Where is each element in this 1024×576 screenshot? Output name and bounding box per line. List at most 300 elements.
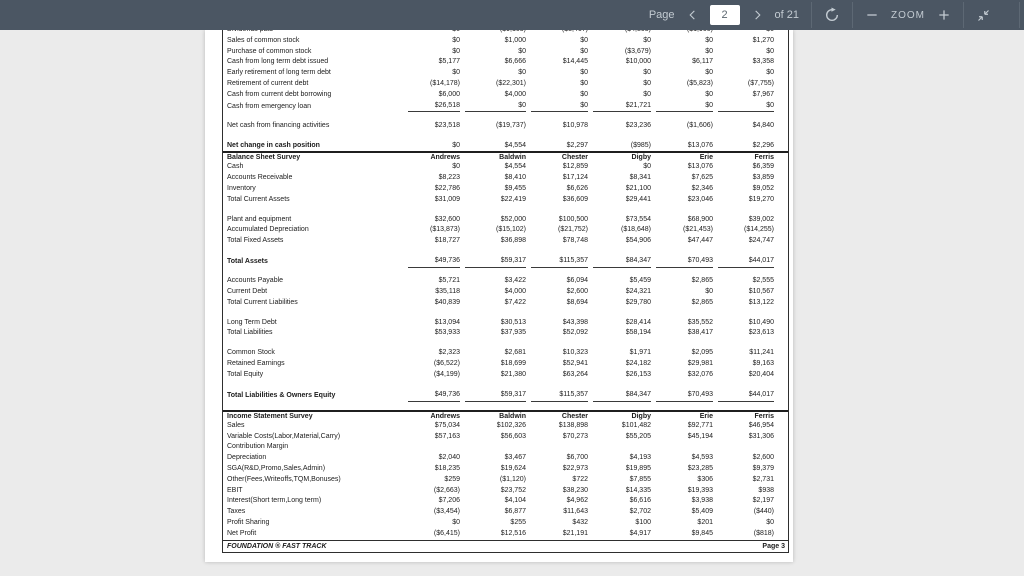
cell-value: $28,414	[625, 318, 651, 326]
cell-value: $3,467	[504, 454, 526, 462]
cell-value: $55,205	[625, 432, 651, 440]
cell-value: $23,752	[500, 486, 526, 494]
row-label: Inventory	[227, 184, 256, 192]
column-header: Andrews	[430, 413, 460, 420]
cell-value: $0	[452, 69, 460, 77]
cell-value: $0	[643, 36, 651, 44]
row-label: Interest(Short term,Long term)	[227, 497, 322, 505]
cell-value: $0	[705, 69, 713, 77]
cell-value: $26,153	[625, 371, 651, 379]
cell-value: $29,981	[687, 360, 713, 368]
cell-value: $7,855	[629, 475, 651, 483]
cell-value: ($15,102)	[496, 226, 526, 234]
report-footer	[223, 540, 788, 553]
cell-value: $14,335	[625, 486, 651, 494]
table-row	[223, 173, 788, 184]
row-label: Current Debt	[227, 287, 268, 295]
cell-value: $58,194	[625, 329, 651, 337]
cell-value: $21,721	[593, 101, 651, 113]
cell-value: $938	[758, 486, 774, 494]
cell-value: ($6,415)	[433, 529, 460, 537]
row-label: Sales of common stock	[227, 36, 300, 44]
cell-value: $22,973	[562, 464, 588, 472]
table-row	[223, 57, 788, 68]
cell-value: $45,194	[687, 432, 713, 440]
toolbar-divider	[811, 2, 812, 28]
cell-value: $0	[705, 47, 713, 55]
cell-value: $73,554	[625, 215, 651, 223]
cell-value: $7,967	[752, 90, 774, 98]
row-label: Profit Sharing	[227, 518, 270, 526]
cell-value: $0	[580, 90, 588, 98]
cell-value: $24,321	[625, 287, 651, 295]
cell-value: ($5,823)	[686, 79, 713, 87]
cell-value: $14,445	[562, 58, 588, 66]
cell-value: $2,040	[438, 454, 460, 462]
page-number-input[interactable]	[710, 5, 740, 25]
cell-value: $5,409	[691, 508, 713, 516]
spacer-row	[223, 131, 788, 140]
cell-value: $8,223	[438, 173, 460, 181]
cell-value: $52,092	[562, 329, 588, 337]
cell-value: $4,000	[504, 90, 526, 98]
cell-value: ($19,737)	[496, 121, 526, 129]
cell-value: $0	[705, 287, 713, 295]
cell-value: $63,264	[562, 371, 588, 379]
row-label: Other(Fees,Writeoffs,TQM,Bonuses)	[227, 475, 341, 483]
row-label: Retirement of current debt	[227, 79, 309, 87]
cell-value: $11,643	[563, 508, 588, 516]
cell-value: $6,094	[566, 277, 588, 285]
cell-value: $5,459	[629, 277, 651, 285]
cell-value: ($1,120)	[499, 475, 526, 483]
cell-value: $2,681	[504, 349, 526, 357]
table-row	[223, 442, 788, 453]
cell-value: $6,616	[629, 497, 651, 505]
cell-value: $101,482	[621, 421, 651, 429]
cell-value: $7,206	[438, 497, 460, 505]
row-label: Balance Sheet Survey	[227, 154, 301, 162]
cell-value: $30,513	[500, 318, 526, 326]
cell-value: $57,163	[434, 432, 460, 440]
row-label: Total Current Assets	[227, 195, 290, 203]
column-header: Ferris	[754, 154, 774, 162]
cell-value: $3,859	[752, 173, 774, 181]
cell-value: $4,193	[629, 454, 651, 462]
row-label: Variable Costs(Labor,Material,Carry)	[227, 432, 341, 440]
row-label: Retained Earnings	[227, 360, 285, 368]
cell-value: $35,552	[687, 318, 713, 326]
cell-value: $6,000	[438, 90, 460, 98]
cell-value: $0	[580, 69, 588, 77]
table-row	[223, 215, 788, 226]
cell-value: $0	[580, 79, 588, 87]
table-row	[223, 496, 788, 507]
cell-value: $32,600	[434, 215, 460, 223]
table-row	[223, 90, 788, 101]
cell-value: $0	[766, 69, 774, 77]
cell-value: $0	[643, 163, 651, 171]
cell-value: $47,447	[687, 237, 713, 245]
cell-value: $52,000	[500, 215, 526, 223]
cell-value: $201	[697, 518, 713, 526]
cell-value: $6,359	[752, 163, 774, 171]
cell-value: $7,625	[691, 173, 713, 181]
cell-value: $29,780	[625, 298, 651, 306]
cell-value: $3,358	[752, 58, 774, 66]
cell-value: $13,122	[748, 298, 774, 306]
cell-value: $0	[705, 36, 713, 44]
table-row	[223, 359, 788, 370]
cell-value: $0	[766, 47, 774, 55]
cell-value: $0	[580, 36, 588, 44]
cell-value: $17,124	[562, 173, 588, 181]
table-row	[223, 36, 788, 47]
cell-value: $2,095	[691, 349, 713, 357]
cell-value: $59,317	[465, 390, 526, 402]
table-rows	[223, 25, 788, 540]
cell-value: $12,859	[562, 163, 588, 171]
cell-value: $0	[718, 101, 774, 113]
collapse-view-button[interactable]	[976, 8, 991, 23]
next-page-button[interactable]	[752, 8, 763, 22]
spacer-row	[223, 247, 788, 256]
cell-value: $52,941	[562, 360, 588, 368]
cell-value: $2,296	[752, 141, 774, 149]
row-label: Total Current Liabilities	[227, 298, 298, 306]
cell-value: $6,700	[566, 454, 588, 462]
row-label: Early retirement of long term debt	[227, 69, 331, 77]
table-row	[223, 298, 788, 309]
prev-page-button[interactable]	[687, 8, 698, 22]
cell-value: $84,347	[593, 390, 651, 402]
cell-value: $8,694	[566, 298, 588, 306]
column-header: Chester	[561, 413, 588, 420]
table-row	[223, 318, 788, 329]
plus-icon	[937, 8, 951, 22]
cell-value: $0	[531, 101, 588, 113]
cell-value: $2,702	[629, 508, 651, 516]
cell-value: $36,609	[562, 195, 588, 203]
table-row	[223, 225, 788, 236]
table-row	[223, 390, 788, 401]
cell-value: $46,954	[748, 421, 774, 429]
table-row	[223, 236, 788, 247]
cell-value: ($440)	[753, 508, 774, 516]
row-label: Accounts Payable	[227, 277, 284, 285]
row-label: Plant and equipment	[227, 215, 292, 223]
cell-value: ($2,663)	[433, 486, 460, 494]
cell-value: $49,736	[408, 256, 460, 268]
row-label: Total Fixed Assets	[227, 237, 284, 245]
report-footer-title: FOUNDATION ® FAST TRACK	[227, 542, 327, 550]
cell-value: ($7,755)	[747, 79, 774, 87]
cell-value: ($818)	[753, 529, 774, 537]
cell-value: ($14,255)	[744, 226, 774, 234]
collapse-arrows-icon	[976, 8, 991, 23]
table-row	[223, 79, 788, 90]
cell-value: ($13,873)	[430, 226, 460, 234]
cell-value: $26,518	[408, 101, 460, 113]
cell-value: $722	[572, 475, 588, 483]
cell-value: $31,009	[434, 195, 460, 203]
cell-value: ($4,199)	[433, 371, 460, 379]
cell-value: $84,347	[593, 256, 651, 268]
cell-value: $9,845	[691, 529, 713, 537]
zoom-out-button[interactable]	[865, 8, 879, 22]
document-page	[205, 30, 793, 562]
toolbar-divider	[852, 2, 853, 28]
table-row	[223, 486, 788, 497]
row-label: Taxes	[227, 508, 246, 516]
row-label: Total Liabilities & Owners Equity	[227, 392, 336, 400]
cell-value: $2,865	[691, 277, 713, 285]
cell-value: $70,273	[562, 432, 588, 440]
table-row	[223, 464, 788, 475]
cell-value: $255	[510, 518, 526, 526]
cell-value: $23,046	[687, 195, 713, 203]
cell-value: ($21,453)	[683, 226, 713, 234]
cell-value: $4,000	[504, 287, 526, 295]
cell-value: $21,380	[500, 371, 526, 379]
row-label: EBIT	[227, 486, 243, 494]
cell-value: $32,076	[687, 371, 713, 379]
cell-value: $2,323	[438, 349, 460, 357]
cell-value: $35,118	[435, 287, 460, 295]
row-label: Long Term Debt	[227, 318, 277, 326]
minus-icon	[865, 8, 879, 22]
cell-value: $2,600	[566, 287, 588, 295]
row-label: Total Assets	[227, 258, 268, 266]
cell-value: $4,104	[504, 497, 526, 505]
cell-value: $5,721	[438, 277, 460, 285]
cell-value: $12,516	[500, 529, 526, 537]
cell-value: $138,898	[558, 421, 588, 429]
cell-value: $43,398	[562, 318, 588, 326]
cell-value: $78,748	[562, 237, 588, 245]
cell-value: $259	[444, 475, 460, 483]
financial-report-table	[222, 25, 789, 553]
table-row	[223, 121, 788, 132]
cell-value: $13,076	[687, 163, 713, 171]
cell-value: $8,341	[629, 173, 651, 181]
cell-value: $2,297	[566, 141, 588, 149]
cell-value: $9,379	[752, 464, 774, 472]
cell-value: $23,236	[625, 121, 651, 129]
table-row	[223, 287, 788, 298]
spacer-row	[223, 308, 788, 317]
zoom-in-button[interactable]	[937, 8, 951, 22]
cell-value: $0	[643, 90, 651, 98]
cell-value: $4,840	[752, 121, 774, 129]
cell-value: $0	[452, 518, 460, 526]
cell-value: $1,270	[752, 36, 774, 44]
cell-value: $31,306	[748, 432, 774, 440]
toolbar-divider	[1019, 2, 1020, 28]
cell-value: $6,877	[504, 508, 526, 516]
cell-value: $20,404	[748, 371, 774, 379]
column-header: Baldwin	[499, 413, 526, 420]
cell-value: $23,518	[434, 121, 460, 129]
table-row	[223, 101, 788, 112]
cell-value: $10,978	[562, 121, 588, 129]
cell-value: $70,493	[656, 390, 713, 402]
cell-value: $21,100	[625, 184, 651, 192]
cell-value: $10,567	[748, 287, 774, 295]
table-row	[223, 518, 788, 529]
table-row	[223, 348, 788, 359]
cell-value: $70,493	[656, 256, 713, 268]
cell-value: $1,971	[629, 349, 651, 357]
cell-value: $40,839	[434, 298, 460, 306]
viewer-toolbar	[0, 0, 1024, 30]
cell-value: $115,357	[531, 256, 588, 268]
cell-value: $2,865	[691, 298, 713, 306]
cell-value: $2,731	[752, 475, 774, 483]
cell-value: $38,417	[687, 329, 713, 337]
cell-value: $18,235	[434, 464, 460, 472]
column-header: Erie	[699, 154, 713, 162]
cell-value: $2,346	[691, 184, 713, 192]
cell-value: $10,323	[562, 349, 588, 357]
cell-value: $0	[465, 101, 526, 113]
row-label: Accounts Receivable	[227, 173, 293, 181]
cell-value: $6,626	[566, 184, 588, 192]
cell-value: $75,034	[434, 421, 460, 429]
cell-value: $4,593	[691, 454, 713, 462]
column-header: Erie	[699, 413, 713, 420]
cell-value: $92,771	[687, 421, 713, 429]
cell-value: $10,000	[625, 58, 651, 66]
cell-value: $4,962	[566, 497, 588, 505]
row-label: Net cash from financing activities	[227, 121, 330, 129]
column-header: Baldwin	[499, 154, 526, 162]
column-header: Ferris	[754, 413, 774, 420]
cell-value: $2,555	[752, 277, 774, 285]
cell-value: $21,191	[562, 529, 588, 537]
cell-value: ($1,606)	[686, 121, 713, 129]
cell-value: ($22,301)	[496, 79, 526, 87]
cell-value: $1,000	[504, 36, 526, 44]
spacer-row	[223, 339, 788, 348]
cell-value: $56,603	[500, 432, 526, 440]
table-row	[223, 47, 788, 58]
cell-value: $53,933	[434, 329, 460, 337]
row-label: Cash	[227, 163, 244, 171]
table-row	[223, 141, 788, 152]
spacer-row	[223, 381, 788, 390]
cell-value: $0	[518, 47, 526, 55]
table-row	[223, 432, 788, 443]
cell-value: $0	[705, 90, 713, 98]
cell-value: $2,600	[752, 454, 774, 462]
cell-value: $24,747	[748, 237, 774, 245]
refresh-button[interactable]	[824, 7, 840, 23]
table-row	[223, 184, 788, 195]
table-row	[223, 256, 788, 267]
cell-value: $39,002	[748, 215, 774, 223]
row-label: Cash from long term debt issued	[227, 58, 329, 66]
cell-value: $22,786	[434, 184, 460, 192]
row-label: Common Stock	[227, 349, 275, 357]
cell-value: ($18,648)	[621, 226, 651, 234]
cell-value: ($985)	[630, 141, 651, 149]
cell-value: $0	[452, 141, 460, 149]
cell-value: $0	[643, 79, 651, 87]
table-row	[223, 162, 788, 173]
row-label: Cash from current debt borrowing	[227, 90, 332, 98]
row-label: Income Statement Survey	[227, 413, 313, 420]
cell-value: $19,393	[687, 486, 713, 494]
page-count-label: of 21	[774, 9, 799, 21]
cell-value: $0	[452, 36, 460, 44]
row-label: Accumulated Depreciation	[227, 226, 309, 234]
table-row	[223, 453, 788, 464]
cell-value: $18,699	[500, 360, 526, 368]
cell-value: $0	[643, 69, 651, 77]
cell-value: $29,441	[625, 195, 651, 203]
column-header: Chester	[561, 154, 588, 162]
cell-value: $9,052	[752, 184, 774, 192]
cell-value: ($3,679)	[624, 47, 651, 55]
cell-value: $13,076	[687, 141, 713, 149]
cell-value: $6,666	[504, 58, 526, 66]
chevron-right-icon	[752, 8, 763, 22]
row-label: Contribution Margin	[227, 443, 289, 451]
row-label: Net Profit	[227, 529, 257, 537]
table-row	[223, 370, 788, 381]
zoom-label: ZOOM	[891, 9, 925, 21]
cell-value: $0	[452, 47, 460, 55]
cell-value: $4,917	[629, 529, 651, 537]
column-header: Digby	[631, 154, 651, 162]
cell-value: $59,317	[465, 256, 526, 268]
row-label: Total Equity	[227, 371, 264, 379]
toolbar-divider	[963, 2, 964, 28]
row-label: Sales	[227, 421, 245, 429]
report-footer-page: Page 3	[762, 542, 785, 550]
row-label: Purchase of common stock	[227, 47, 312, 55]
cell-value: $6,117	[692, 58, 713, 66]
cell-value: $10,490	[748, 318, 774, 326]
table-row	[223, 421, 788, 432]
cell-value: ($21,752)	[558, 226, 588, 234]
table-row	[223, 529, 788, 540]
cell-value: $23,613	[748, 329, 774, 337]
cell-value: $18,727	[434, 237, 460, 245]
cell-value: $100	[635, 518, 651, 526]
cell-value: ($6,522)	[433, 360, 460, 368]
cell-value: $2,197	[752, 497, 774, 505]
cell-value: $306	[697, 475, 713, 483]
cell-value: $432	[572, 518, 588, 526]
cell-value: $0	[580, 47, 588, 55]
row-label: Net change in cash position	[227, 141, 320, 149]
cell-value: $0	[656, 101, 713, 113]
cell-value: $0	[452, 163, 460, 171]
cell-value: $19,624	[500, 464, 526, 472]
cell-value: $9,455	[504, 184, 526, 192]
table-row	[223, 276, 788, 287]
section-header-row	[223, 410, 788, 421]
cell-value: $19,895	[625, 464, 651, 472]
cell-value: $23,285	[687, 464, 713, 472]
section-header-row	[223, 151, 788, 162]
row-label: Total Liabilities	[227, 329, 273, 337]
cell-value: $19,270	[748, 195, 774, 203]
cell-value: $115,357	[531, 390, 588, 402]
cell-value: $100,500	[558, 215, 588, 223]
